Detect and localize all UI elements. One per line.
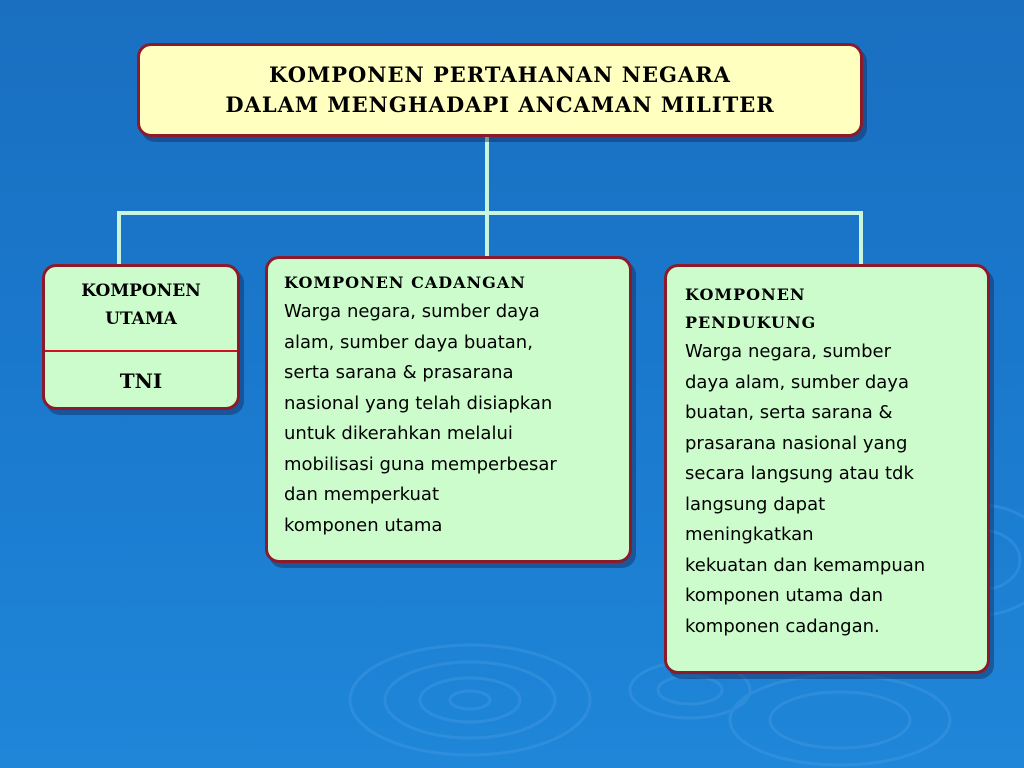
- komponen-cadangan-line: dan memperkuat: [284, 484, 439, 505]
- komponen-pendukung-line: kekuatan dan kemampuan: [685, 554, 926, 576]
- komponen-pendukung-line: buatan, serta sarana &: [685, 402, 893, 423]
- komponen-cadangan-box: [265, 256, 632, 563]
- komponen-pendukung-line: Warga negara, sumber: [685, 341, 891, 362]
- komponen-pendukung-line: daya alam, sumber daya: [685, 371, 909, 393]
- komponen-cadangan-line: alam, sumber daya buatan,: [284, 331, 533, 353]
- title-line-2: DALAM MENGHADAPI ANCAMAN MILITER: [225, 92, 775, 117]
- komponen-utama-heading: [45, 277, 237, 333]
- komponen-pendukung-heading-line-2: PENDUKUNG: [685, 313, 817, 332]
- komponen-utama-divider: [45, 350, 237, 352]
- komponen-utama-content: TNI: [119, 369, 163, 393]
- komponen-cadangan-line: serta sarana & prasarana: [284, 362, 514, 383]
- komponen-cadangan-line: nasional yang telah disiapkan: [284, 392, 553, 414]
- komponen-pendukung-line: meningkatkan: [685, 524, 814, 545]
- komponen-pendukung-line: prasarana nasional yang: [685, 432, 908, 454]
- komponen-pendukung-line: komponen cadangan.: [685, 615, 880, 637]
- komponen-cadangan-line: Warga negara, sumber daya: [284, 301, 540, 322]
- komponen-pendukung-line: secara langsung atau tdk: [685, 463, 914, 484]
- komponen-utama-heading-line-2: UTAMA: [105, 309, 177, 329]
- title-line-1: KOMPONEN PERTAHANAN NEGARA: [269, 62, 731, 87]
- komponen-pendukung-box: [664, 264, 990, 674]
- komponen-cadangan-line: mobilisasi guna memperbesar: [284, 453, 557, 475]
- komponen-pendukung-line: langsung dapat: [685, 493, 826, 515]
- komponen-utama-heading-line-1: KOMPONEN: [81, 281, 201, 301]
- title-box: [137, 43, 863, 137]
- komponen-pendukung-line: komponen utama dan: [685, 585, 884, 606]
- komponen-utama-box: [42, 264, 240, 410]
- komponen-cadangan-line: komponen utama: [284, 514, 443, 536]
- komponen-pendukung-heading-line-1: KOMPONEN: [685, 285, 806, 304]
- komponen-cadangan-line: untuk dikerahkan melalui: [284, 423, 513, 444]
- komponen-cadangan-heading: KOMPONEN CADANGAN: [284, 273, 526, 292]
